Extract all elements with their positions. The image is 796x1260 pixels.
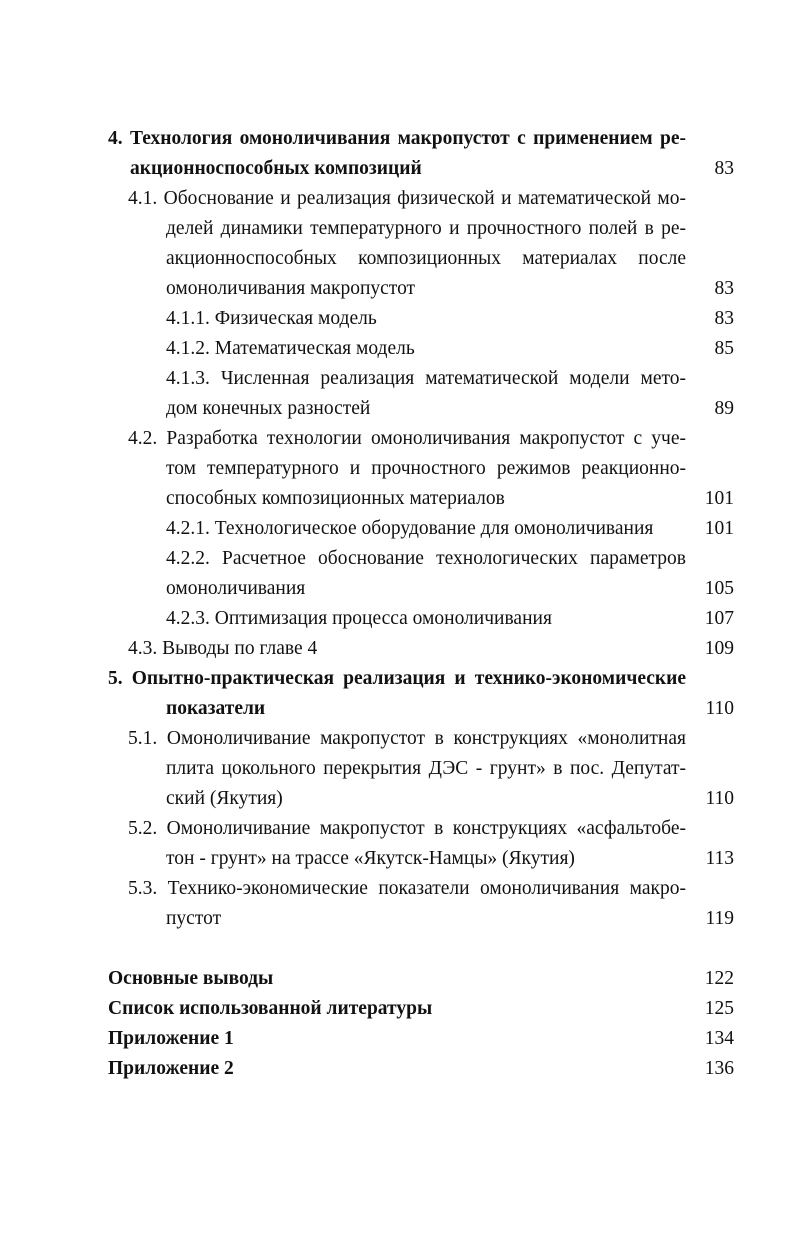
section-4-1-3-line1: 4.1.3. Численная реализация математической модели мето- [166, 368, 686, 389]
chapter-5-page: 110 [705, 698, 734, 719]
section-5-1-line2: плита цокольного перекрытия ДЭС - грунт» в пос. Депутат- [166, 758, 686, 779]
section-4-2-2-line1: 4.2.2. Расчетное обоснование технологических параметров [166, 548, 686, 569]
chapter-4-title-line2: акционноспособных композиций [130, 158, 422, 179]
appendix-1-title: Приложение 1 [108, 1028, 234, 1049]
appendix-2-title: Приложение 2 [108, 1058, 234, 1079]
section-4-2-3-title: 4.2.3. Оптимизация процесса омоноличивания [166, 608, 552, 629]
section-4-1-page: 83 [714, 278, 734, 299]
section-4-2-page: 101 [704, 488, 734, 509]
section-5-1-line1: 5.1. Омоноличивание макропустот в конструкциях «монолитная [128, 728, 686, 749]
chapter-4-title-line1: 4. Технология омоноличивания макропустот с применением ре- [108, 128, 686, 149]
chapter-5-title-line2: показатели [166, 698, 266, 719]
section-4-2-1-page: 101 [704, 518, 734, 539]
section-4-1-1-page: 83 [714, 308, 734, 329]
section-4-1-line4: омоноличивания макропустот [166, 278, 416, 299]
section-5-3-page: 119 [705, 908, 734, 929]
section-4-3-page: 109 [704, 638, 734, 659]
conclusions-title: Основные выводы [108, 968, 274, 989]
section-4-2-2-line2: омоноличивания [166, 578, 306, 599]
section-5-1-line3: ский (Якутия) [166, 788, 283, 809]
section-5-2-line1: 5.2. Омоноличивание макропустот в конструкциях «асфальтобе- [128, 818, 686, 839]
section-5-2-line2: тон - грунт» на трассе «Якутск-Намцы» (Якутия) [166, 848, 575, 869]
section-4-1-line2: делей динамики температурного и прочностного полей в ре- [166, 218, 686, 239]
section-4-2-3-page: 107 [704, 608, 734, 629]
section-4-1-2-title: 4.1.2. Математическая модель [166, 338, 415, 359]
section-4-1-2-page: 85 [714, 338, 734, 359]
section-5-2-page: 113 [705, 848, 734, 869]
section-4-3-title: 4.3. Выводы по главе 4 [128, 638, 318, 659]
section-4-1-line3: акционноспособных композиционных материалах после [166, 248, 686, 269]
conclusions-page: 122 [704, 968, 734, 989]
section-5-3-line1: 5.3. Технико-экономические показатели омоноличивания макро- [128, 878, 686, 899]
chapter-4-page: 83 [714, 158, 734, 179]
section-4-1-3-line2: дом конечных разностей [166, 398, 371, 419]
section-4-1-1-title: 4.1.1. Физическая модель [166, 308, 377, 329]
references-title: Список использованной литературы [108, 998, 433, 1019]
section-4-2-line3: способных композиционных материалов [166, 488, 505, 509]
appendix-2-page: 136 [704, 1058, 734, 1079]
section-4-2-2-page: 105 [704, 578, 734, 599]
section-4-1-3-page: 89 [714, 398, 734, 419]
section-4-2-1-title: 4.2.1. Технологическое оборудование для омоноличивания [166, 518, 654, 539]
section-4-1-line1: 4.1. Обоснование и реализация физической и математической мо- [128, 188, 686, 209]
section-4-2-line1: 4.2. Разработка технологии омоноличивания макропустот с уче- [128, 428, 686, 449]
chapter-5-title-line1: 5. Опытно-практическая реализация и технико-экономические [108, 668, 686, 689]
section-5-3-line2: пустот [166, 908, 222, 929]
section-5-1-page: 110 [705, 788, 734, 809]
appendix-1-page: 134 [704, 1028, 734, 1049]
references-page: 125 [704, 998, 734, 1019]
section-4-2-line2: том температурного и прочностного режимов реакционно- [166, 458, 686, 479]
